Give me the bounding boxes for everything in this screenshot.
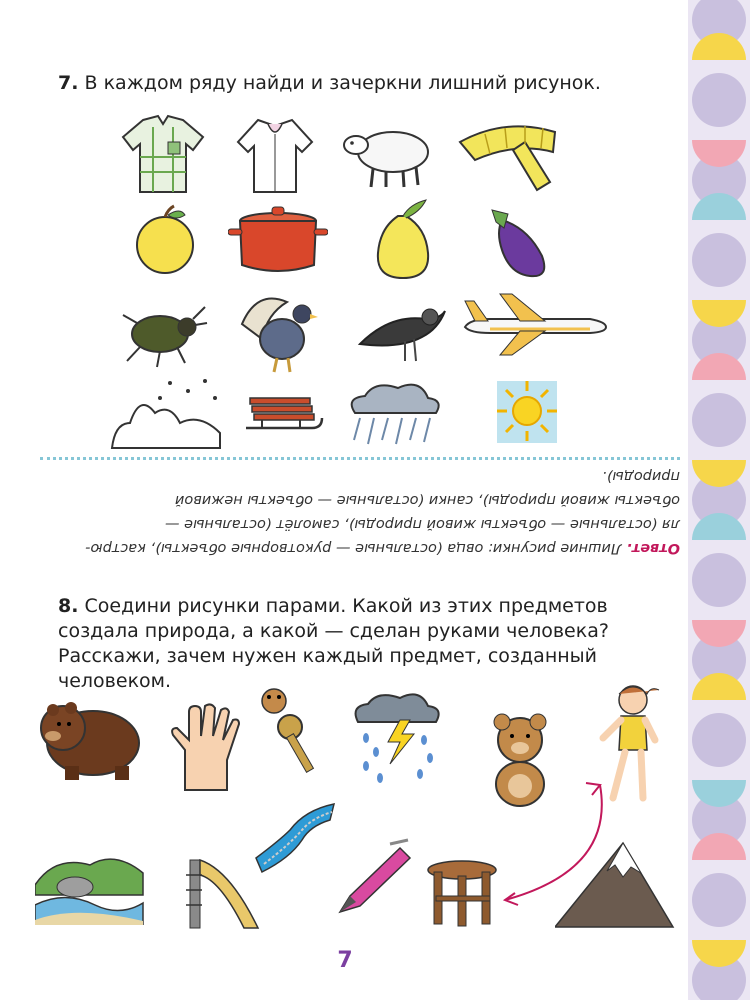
key-icon[interactable] bbox=[252, 685, 332, 780]
task-8-number: 8. bbox=[58, 595, 79, 617]
beetle-icon[interactable] bbox=[115, 289, 210, 369]
task-8-title bbox=[58, 594, 678, 694]
side-decoration bbox=[688, 0, 750, 1000]
hand-icon[interactable] bbox=[165, 700, 250, 795]
apple-icon[interactable] bbox=[130, 203, 200, 278]
task-8-text: Соедини рисунки парами. Какой из этих предметов создала природа, а какой — сделан руками человека? Расскажи, зачем нужен каждый предмет, созданный человеком. bbox=[58, 595, 609, 692]
crow-icon[interactable] bbox=[350, 289, 450, 369]
shirt-icon[interactable] bbox=[118, 112, 208, 197]
answer-line-3: объекты живой природы), санки (остальные — объекты неживой bbox=[174, 492, 680, 508]
pen-icon[interactable] bbox=[330, 838, 420, 918]
answer-line-1 bbox=[40, 536, 680, 560]
answer-line-4: природы). bbox=[602, 468, 680, 484]
sheep-icon[interactable] bbox=[338, 117, 438, 192]
task-7-number: 7. bbox=[58, 72, 79, 94]
answer-label: Ответ. bbox=[626, 540, 680, 556]
airplane-icon[interactable] bbox=[460, 289, 610, 359]
task-7-title bbox=[58, 72, 601, 94]
bear-icon[interactable] bbox=[35, 688, 145, 783]
sun-icon[interactable] bbox=[492, 373, 562, 448]
picture-row-2 bbox=[110, 198, 610, 288]
stream-icon[interactable] bbox=[35, 835, 145, 925]
picture-row-1 bbox=[110, 112, 610, 202]
dotted-separator bbox=[40, 457, 680, 460]
task-7-text: В каждом ряду найди и зачеркни лишний рисунок. bbox=[84, 72, 601, 94]
scarf-icon[interactable] bbox=[455, 112, 565, 197]
picture-row-4 bbox=[110, 368, 610, 458]
eggplant-icon[interactable] bbox=[480, 198, 560, 283]
page-number: 7 bbox=[337, 948, 353, 973]
answer-text-1: Лишние рисунки: овца (остальные — рукотворные объекты), кастрю- bbox=[85, 540, 622, 556]
blouse-icon[interactable] bbox=[230, 112, 320, 197]
picture-row-3 bbox=[110, 284, 610, 374]
grouse-icon[interactable] bbox=[232, 284, 327, 374]
snowdrift-icon[interactable] bbox=[110, 373, 225, 453]
pear-icon[interactable] bbox=[358, 198, 448, 283]
answer-block bbox=[40, 468, 680, 560]
rain-cloud-icon[interactable] bbox=[340, 378, 445, 448]
zipper-icon[interactable] bbox=[250, 800, 340, 875]
answer-line-2: ля (остальные — объекты живой природы), самолёт (остальные — bbox=[164, 516, 680, 532]
sled-icon[interactable] bbox=[240, 388, 325, 438]
connection-line bbox=[490, 775, 620, 915]
storm-cloud-icon[interactable] bbox=[348, 690, 443, 785]
pot-icon[interactable] bbox=[228, 203, 328, 278]
